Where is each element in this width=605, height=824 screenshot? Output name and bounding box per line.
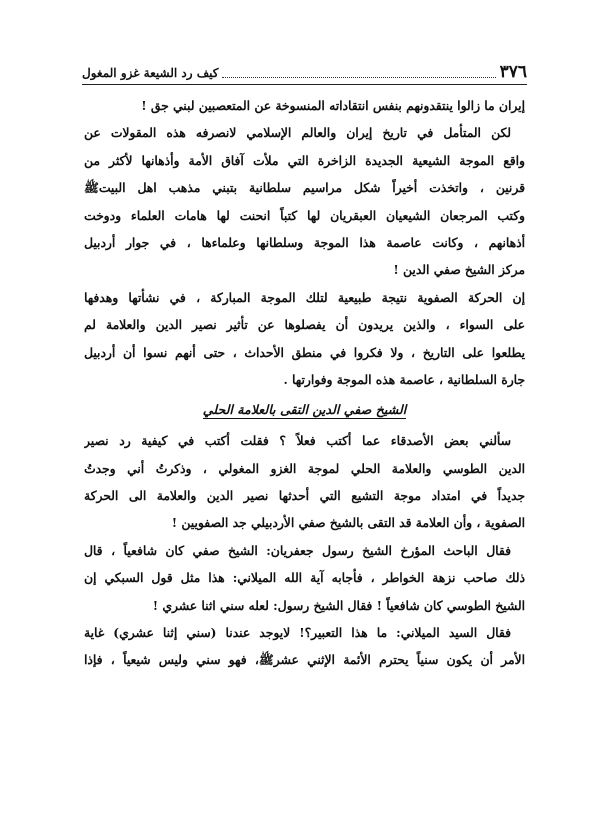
paragraph-line: إن الحركة الصفوية نتيجة طبيعية لتلك الموجة المباركة ، في نشأتها وهدفها bbox=[84, 289, 525, 305]
body-text bbox=[84, 92, 525, 674]
paragraph-line: فقال السيد الميلاني: ما هذا التعبير؟! لايوجد عندنا (سني إثنا عشري) غاية bbox=[84, 625, 511, 641]
page-number: ٣٧٦ bbox=[499, 62, 527, 82]
paragraph-line: وكتب المرجعان الشيعيان العبقريان لها كتباً انحنت لها هامات العلماء ودوخت bbox=[84, 207, 525, 223]
header-dotted-leader bbox=[222, 76, 495, 78]
paragraph-line: على السواء ، والذين يريدون أن يفصلوها عن تأثير نصير الدين والعلامة لم bbox=[84, 317, 525, 333]
section-heading-text: الشيخ صفي الدين التقى بالعلامة الحلي bbox=[202, 402, 407, 418]
paragraph-line: جديداً في امتداد موجة التشيع التي أحدثها نصير الدين والعلامة الى الحركة bbox=[84, 488, 525, 504]
paragraph-line: سألني بعض الأصدقاء عما أكتب فعلاً ؟ فقلت أكتب في كيفية رد نصير bbox=[84, 433, 511, 449]
paragraph-line: قرنين ، واتخذت أخيراً شكل مراسيم سلطانية بتبني مذهب اهل البيتﷺ bbox=[84, 180, 525, 196]
paragraph-line: مركز الشيخ صفي الدين ! bbox=[393, 262, 525, 278]
paragraph-line: أذهانهم ، وكانت عاصمة هذا الموجة وسلطانها وعلماءها ، في جوار أردبيل bbox=[84, 234, 525, 250]
header-divider bbox=[82, 84, 527, 85]
running-title: كيف رد الشيعة غزو المغول bbox=[82, 66, 219, 80]
paragraph-line: جارة السلطانية ، عاصمة هذه الموجة وفوارتها . bbox=[283, 371, 525, 387]
paragraph-line: فقال الباحث المؤرخ الشيخ رسول جعفريان: الشيخ صفي كان شافعياً ، قال bbox=[84, 542, 511, 558]
paragraph-line: لكن المتأمل في تاريخ إيران والعالم الإسلامي لانصرفه هذه المقولات عن bbox=[84, 125, 511, 141]
paragraph-line: الصفوية ، وأن العلامة قد التقى بالشيخ صفي الأردبيلي جد الصفويين ! bbox=[171, 515, 525, 531]
paragraph-line: الأمر أن يكون سنياً يحترم الأئمة الإثني عشرﷺ، فهو سني وليس شيعياً ، فإذا bbox=[84, 652, 525, 668]
paragraph-line: ذلك صاحب نزهة الخواطر ، فأجابه آية الله الميلاني: هذا مثل قول السبكي إن bbox=[84, 570, 525, 586]
paragraph-line: واقع الموجة الشيعية الجديدة الزاخرة التي ملأت آفاق الأمة وأذهانها لأكثر من bbox=[84, 152, 525, 168]
running-header bbox=[82, 58, 527, 82]
section-heading bbox=[84, 393, 525, 427]
paragraph-line: الشيخ الطوسي كان شافعياً ! فقال الشيخ رسول: لعله سني اثنا عشري ! bbox=[152, 597, 525, 613]
paragraph-line: يطلعوا على التاريخ ، ولا فكروا في منطق الأحداث ، حتى أنهم نسوا أن أردبيل bbox=[84, 344, 525, 360]
paragraph-line: الدين الطوسي والعلامة الحلي لموجة الغزو المغولي ، وذكرتُ أني وجدتُ bbox=[84, 460, 525, 476]
paragraph-line: إيران ما زالوا ينتقدونهم بنفس انتقاداته المنسوخة عن المتعصبين لبني جق ! bbox=[141, 98, 525, 113]
